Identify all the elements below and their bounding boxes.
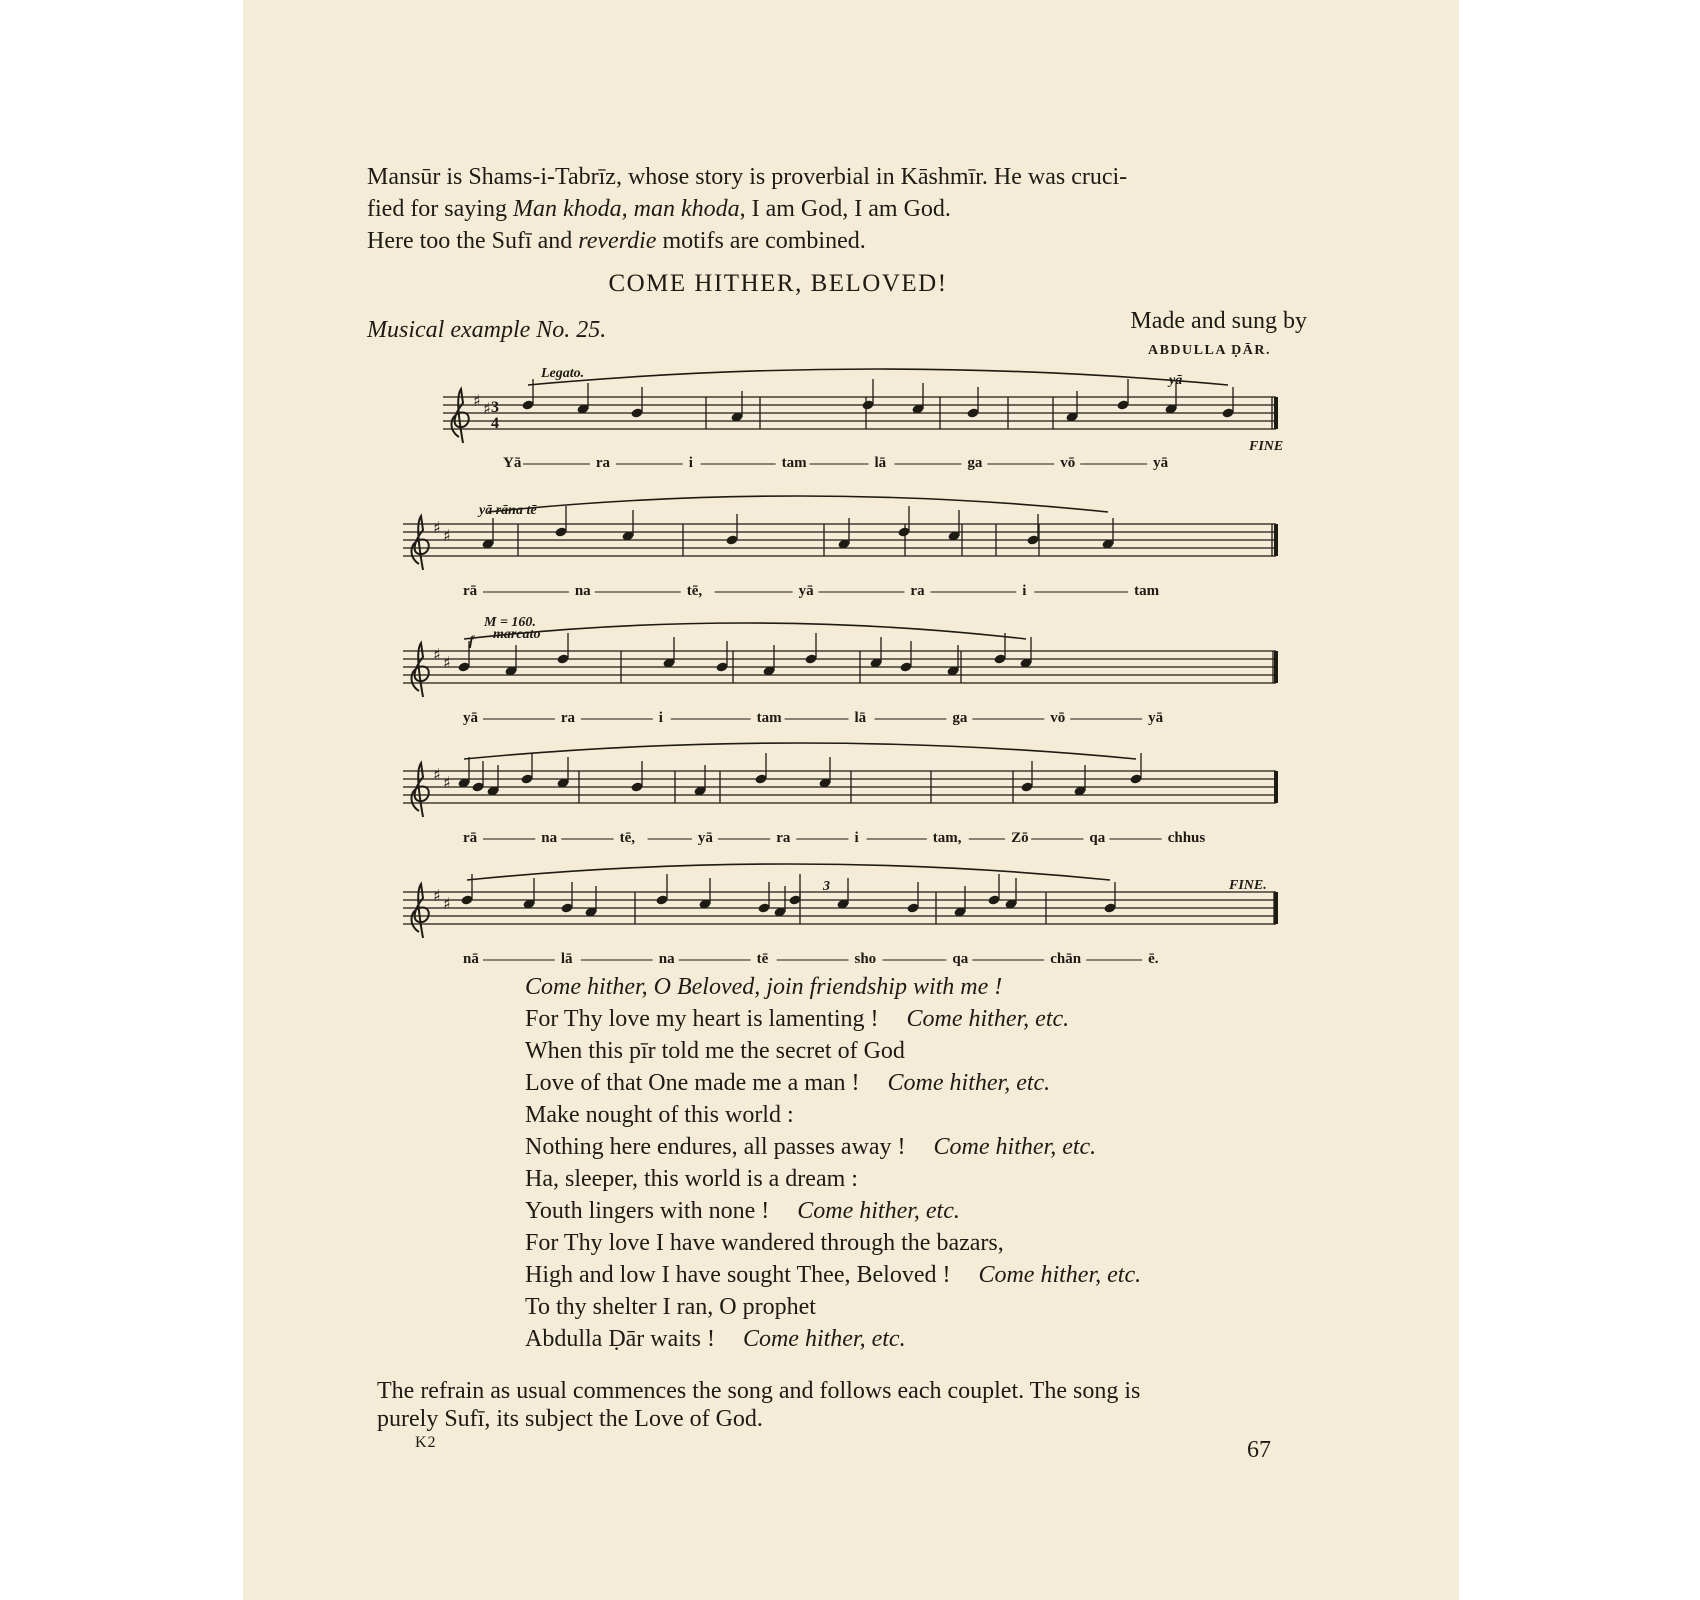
lyric-syllable: ra [776,830,791,846]
verse-text: Come hither, O Beloved, join friendship with me ! [525,974,1003,1000]
intro-line-2: fied for saying Man khoda, man khoda, I am God, I am God. [367,196,951,222]
outro-line-1: The refrain as usual commences the song and follows each couplet. The song is [377,1378,1141,1404]
metronome-marking: M = 160. [484,615,536,630]
verse-line [525,1006,1069,1033]
marcato-marking: marcato [493,627,541,642]
refrain-cue: Come hither, etc. [742,1326,906,1352]
lyric-syllable: na [658,951,675,967]
verse-line [525,974,1002,1001]
lyric-syllable: ga [952,710,968,726]
key-signature-sharp: ♯ [443,526,451,545]
key-signature-sharp: ♯ [433,645,441,664]
lyric-syllable: ra [910,583,925,599]
verse-text: Youth lingers with none ! [525,1198,770,1224]
book-page [243,0,1459,1600]
lyric-syllable: qa [1089,830,1106,846]
lyric-syllable: i [688,455,693,471]
lyric-syllable: ra [560,710,576,726]
slur [464,743,1136,759]
lyric-syllable: chān [1050,951,1082,967]
verse-line [525,1102,794,1129]
lyric-syllable: lā [854,710,867,726]
lyric-syllable: rā [463,583,478,599]
lyric-syllable: Zō [1011,830,1029,846]
refrain-cue: Come hither, etc. [797,1198,960,1224]
slur [464,623,1026,639]
lyric-syllable: nā [463,951,479,967]
verse-text: Love of that One made me a man ! [525,1070,860,1096]
key-signature-sharp: ♯ [443,894,451,913]
musical-example-label: Musical example No. 25. [367,317,607,343]
refrain-cue: Come hither, etc. [978,1262,1142,1288]
verse-line [525,1198,960,1225]
key-signature-sharp: ♯ [433,886,441,905]
lyric-syllable: vō [1060,455,1076,471]
verse-line [525,1166,858,1193]
lyric-syllable: na [574,583,591,599]
lyric-syllable: lā [874,455,887,471]
time-signature-bottom: 4 [491,415,499,432]
lyric-syllable: tē, [686,583,703,599]
verse-text: For Thy love I have wandered through the bazars, [525,1230,1004,1256]
key-signature-sharp: ♯ [433,765,441,784]
lyric-syllable: ga [967,455,983,471]
lyric-syllable: tē, [619,830,636,846]
slur [467,864,1110,880]
lyric-syllable: sho [854,951,877,967]
lyric-syllable: tam, [932,830,962,846]
verse-line [525,1038,905,1065]
verse-line [525,1134,1096,1161]
forte-dynamic: f [469,634,474,649]
lyric-syllable: tam [756,710,782,726]
lyric-syllable: vō [1050,710,1066,726]
key-signature-sharp: ♯ [443,653,451,672]
fine-marking-2: FINE. [1229,878,1267,893]
fine-marking-1: FINE [1249,439,1284,454]
lyric-syllable: tam [1134,583,1160,599]
verse-text: When this pīr told me the secret of God [525,1038,905,1064]
song-title: COME HITHER, BELOVED! [608,270,948,297]
outro-line-2: purely Sufī, its subject the Love of God. [377,1406,763,1432]
lyric-syllable: rā [463,830,478,846]
verse-text: High and low I have sought Thee, Beloved ! [525,1262,951,1288]
verse-text: To thy shelter I ran, O prophet [525,1294,816,1320]
slur [528,369,1228,385]
upper-lyric-yaranate: yā rāna tē [479,503,537,518]
verse-line [525,1294,816,1321]
key-signature-sharp: ♯ [443,773,451,792]
slur [488,496,1108,512]
refrain-cue: Come hither, etc. [906,1006,1070,1032]
lyric-syllable: tē [756,951,769,967]
lyric-syllable: yā [1148,710,1164,726]
lyric-syllable: i [1022,583,1027,599]
signature-mark: K2 [415,1434,437,1451]
lyric-syllable: i [854,830,859,846]
music-score [243,0,1459,980]
lyric-syllable: Yā [503,455,522,471]
lyric-syllable: yā [463,710,478,726]
lyric-syllable: na [541,830,558,846]
upper-lyric-ya: yā [1169,373,1183,388]
verse-line [525,1326,906,1353]
page-number: 67 [1247,1437,1271,1463]
verse-line [525,1070,1050,1097]
verse-text: Nothing here endures, all passes away ! [525,1134,906,1160]
time-signature-top: 3 [491,399,499,416]
lyric-syllable: lā [560,951,573,967]
refrain-cue: Come hither, etc. [887,1070,1051,1096]
lyric-syllable: i [658,710,663,726]
verse-line [525,1262,1141,1289]
verse-text: Ha, sleeper, this world is a dream : [525,1166,858,1192]
key-signature-sharp: ♯ [483,399,491,418]
legato-marking: Legato. [541,366,585,381]
refrain-cue: Come hither, etc. [933,1134,1097,1160]
intro-line-1: Mansūr is Shams-i-Tabrīz, whose story is proverbial in Kāshmīr. He was cruci- [367,164,1128,190]
key-signature-sharp: ♯ [433,518,441,537]
lyric-syllable: ē. [1148,951,1159,967]
verse-text: Abdulla Ḍār waits ! [525,1326,715,1352]
key-signature-sharp: ♯ [473,391,481,410]
lyric-syllable: tam [781,455,807,471]
lyric-syllable: yā [697,830,713,846]
verse-line [525,1230,1004,1257]
composer-name: ABDULLA ḌĀR. [1147,343,1271,358]
triplet-marking: 3 [823,879,830,894]
made-and-sung-by: Made and sung by [1130,308,1307,334]
lyric-syllable: chhus [1167,830,1206,846]
lyric-syllable: yā [798,583,814,599]
lyric-syllable: ra [595,455,611,471]
lyric-syllable: yā [1153,455,1169,471]
verse-text: For Thy love my heart is lamenting ! [525,1006,879,1032]
lyric-syllable: qa [952,951,969,967]
verse-text: Make nought of this world : [525,1102,794,1128]
intro-line-3: Here too the Sufī and reverdie motifs are combined. [367,228,866,254]
